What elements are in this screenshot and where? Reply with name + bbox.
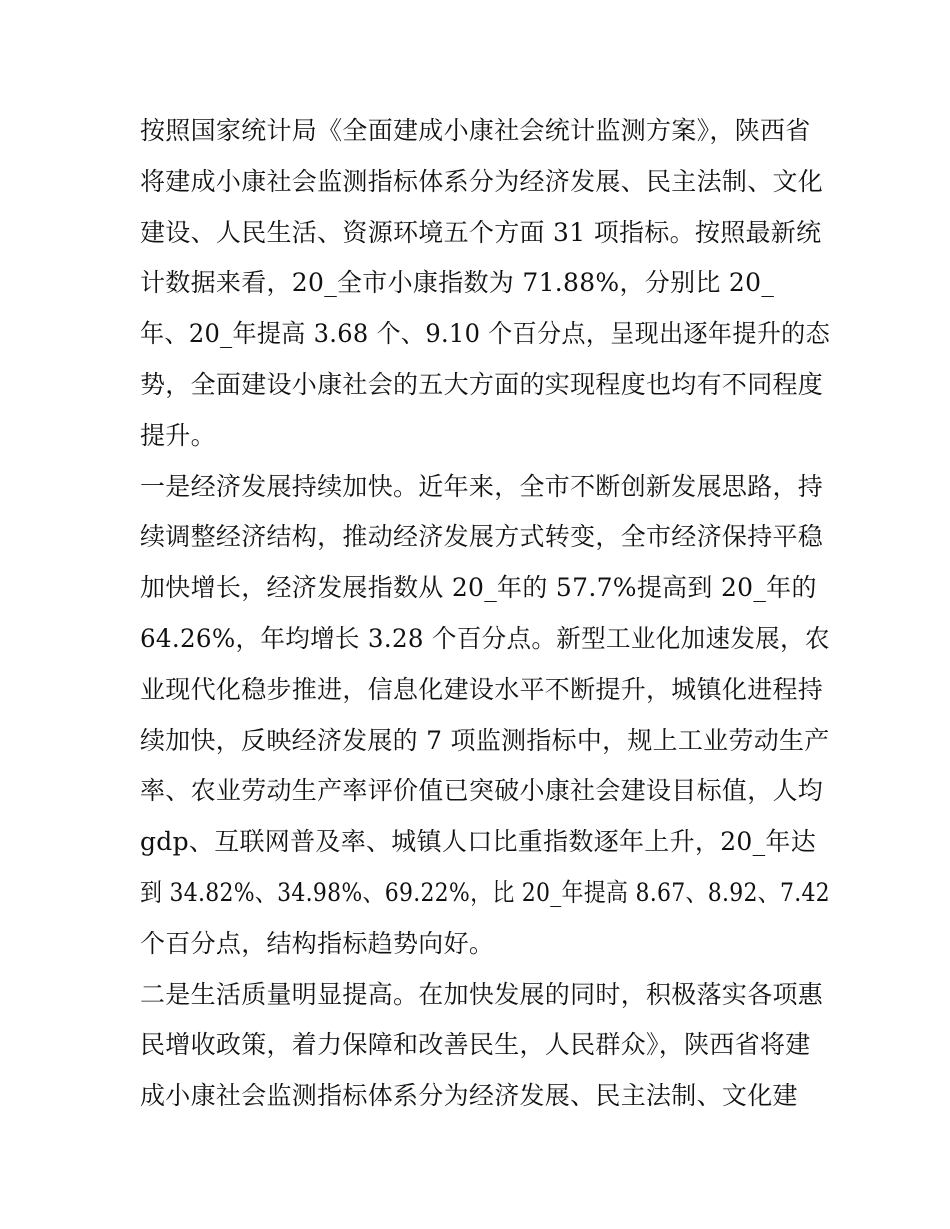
text-line: 加快增长，经济发展指数从 20_年的 57.7%提高到 20_年的 xyxy=(140,573,817,603)
text-line: 二是生活质量明显提高。在加快发展的同时，积极落实各项惠 xyxy=(140,979,824,1009)
text-line: 一是经济发展持续加快。近年来，全市不断创新发展思路，持 xyxy=(140,471,824,501)
text-line: 将建成小康社会监测指标体系分为经济发展、民主法制、文化 xyxy=(140,166,824,196)
text-line: 续加快，反映经济发展的 7 项监测指标中，规上工业劳动生产 xyxy=(140,725,830,755)
text-line: gdp、互联网普及率、城镇人口比重指数逐年上升，20_年达 xyxy=(140,827,817,857)
text-line: 业现代化稳步推进，信息化建设水平不断提升，城镇化进程持 xyxy=(140,674,824,704)
text-line: 计数据来看，20_全市小康指数为 71.88%，分别比 20_ xyxy=(140,268,775,298)
text-line: 个百分点，结构指标趋势向好。 xyxy=(140,928,495,958)
text-line: 成小康社会监测指标体系分为经济发展、民主法制、文化建 xyxy=(140,1081,798,1111)
text-line: 建设、人民生活、资源环境五个方面 31 项指标。按照最新统 xyxy=(140,217,822,247)
text-line: 续调整经济结构，推动经济发展方式转变，全市经济保持平稳 xyxy=(140,522,824,552)
text-line: 率、农业劳动生产率评价值已突破小康社会建设目标值，人均 xyxy=(140,776,824,806)
text-line: 提升。 xyxy=(140,420,216,450)
text-line: 64.26%，年均增长 3.28 个百分点。新型工业化加速发展，农 xyxy=(140,623,830,653)
text-line: 民增收政策，着力保障和改善民生，人民群众》，陕西省将建 xyxy=(140,1030,811,1060)
text-line: 到 34.82%、34.98%、69.22%，比 20_年提高 8.67、8.92、7.42 xyxy=(140,877,830,907)
text-line: 年、20_年提高 3.68 个、9.10 个百分点，呈现出逐年提升的态 xyxy=(140,319,830,349)
text-line: 按照国家统计局《全面建成小康社会统计监测方案》，陕西省 xyxy=(140,116,811,145)
document-body xyxy=(140,106,830,1122)
text-line: 势，全面建设小康社会的五大方面的实现程度也均有不同程度 xyxy=(140,369,824,399)
